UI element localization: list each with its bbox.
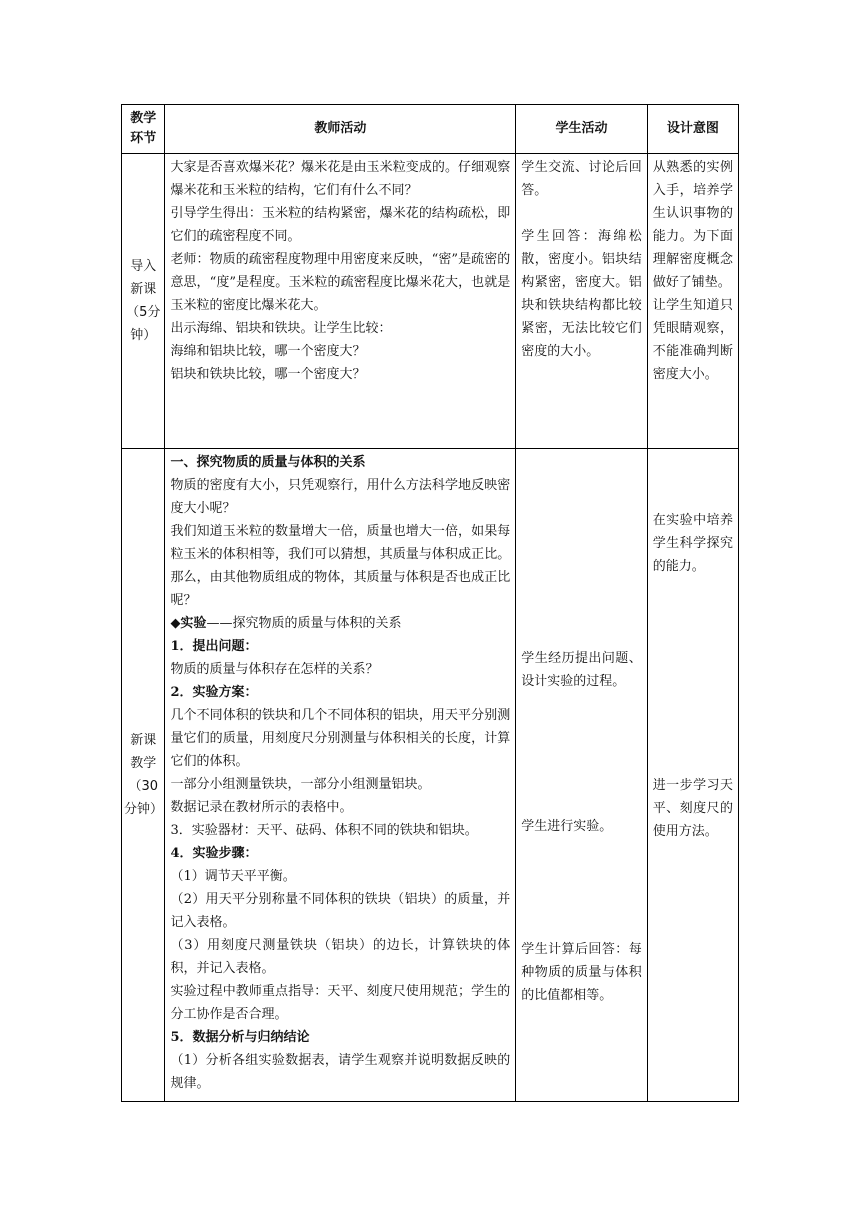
- header-design-intent: 设计意图: [647, 105, 738, 154]
- student-text: 学生交流、讨论后回答。: [521, 160, 642, 198]
- teacher-text: 物质的密度有大小，只凭观察行，用什么方法科学地反映密度大小呢？: [170, 478, 511, 516]
- stage-cell: 导入新课（5分钟）: [122, 154, 165, 449]
- design-intent-cell: [647, 449, 738, 1102]
- teacher-activity-cell: [165, 449, 516, 1102]
- teacher-text: 铝块和铁块比较，哪一个密度大？: [170, 367, 366, 382]
- intent-text: 在实验中培养学生科学探究的能力。: [652, 513, 733, 574]
- teacher-text: （1）调节天平平衡。: [170, 869, 296, 884]
- teacher-text: 老师：物质的疏密程度物理中用密度来反映，“密”是疏密的意思，“度”是程度。玉米粒的疏密程度比爆米花大，也就是玉米粒的密度比爆米花大。: [170, 252, 511, 313]
- teacher-text: （1）分析各组实验数据表，请学生观察并说明数据反映的规律。: [170, 1053, 511, 1091]
- teacher-text: 物质的质量与体积存在怎样的关系？: [170, 662, 379, 677]
- student-text: 学生进行实验。: [521, 819, 613, 834]
- teacher-text: 数据记录在教材所示的表格中。: [170, 800, 353, 815]
- student-activity-cell: [516, 154, 647, 449]
- teacher-text: （3）用刻度尺测量铁块（铝块）的边长，计算铁块的体积，并记入表格。: [170, 938, 511, 976]
- teacher-text: 海绵和铝块比较，哪一个密度大？: [170, 344, 366, 359]
- teacher-text: 引导学生得出：玉米粒的结构紧密，爆米花的结构疏松，即它们的疏密程度不同。: [170, 206, 511, 244]
- teacher-text: 大家是否喜欢爆米花？爆米花是由玉米粒变成的。仔细观察爆米花和玉米粒的结构，它们有什么不同？: [170, 160, 511, 198]
- table-row: [122, 449, 739, 1102]
- student-text: 学生回答：海绵松散，密度小。铝块结构紧密，密度大。铝块和铁块结构都比较紧密，无法比较它们密度的大小。: [521, 229, 642, 359]
- student-activity-cell: [516, 449, 647, 1102]
- teacher-text: 几个不同体积的铁块和几个不同体积的铝块，用天平分别测量它们的质量，用刻度尺分别测量与体积相关的长度，计算它们的体积。: [170, 708, 511, 769]
- header-row: [122, 105, 739, 154]
- intent-text: 进一步学习天平、刻度尺的使用方法。: [652, 778, 733, 839]
- design-intent-cell: [647, 154, 738, 449]
- intent-text: 让学生知道只凭眼睛观察，不能准确判断密度大小。: [652, 298, 733, 382]
- step-heading: 5．数据分析与归纳结论: [170, 1030, 310, 1045]
- student-text: 学生计算后回答：每种物质的质量与体积的比值都相等。: [521, 942, 642, 1003]
- teacher-activity-cell: [165, 154, 516, 449]
- header-teacher-activity: 教师活动: [165, 105, 516, 154]
- step-heading: 1．提出问题：: [170, 639, 258, 654]
- teacher-text: 我们知道玉米粒的数量增大一倍，质量也增大一倍，如果每粒玉米的体积相等，我们可以猜想，其质量与体积成正比。那么，由其他物质组成的物体，其质量与体积是否也成正比呢？: [170, 524, 511, 608]
- intent-text: 从熟悉的实例入手，培养学生认识事物的能力。为下面理解密度概念做好了铺垫。: [652, 160, 733, 290]
- teacher-text: 一部分小组测量铁块，一部分小组测量铝块。: [170, 777, 431, 792]
- step-heading: 4．实验步骤：: [170, 846, 258, 861]
- experiment-heading: ◆实验——探究物质的质量与体积的关系: [170, 616, 402, 631]
- lesson-plan-table: [121, 104, 739, 1102]
- header-stage: 教学环节: [122, 105, 165, 154]
- section-heading: 一、探究物质的质量与体积的关系: [170, 455, 366, 470]
- header-student-activity: 学生活动: [516, 105, 647, 154]
- table-row: [122, 154, 739, 449]
- step-heading: 2．实验方案：: [170, 685, 258, 700]
- stage-cell: 新课教学（30分钟）: [122, 449, 165, 1102]
- teacher-text: 出示海绵、铝块和铁块。让学生比较：: [170, 321, 392, 336]
- teacher-text: 实验过程中教师重点指导：天平、刻度尺使用规范；学生的分工协作是否合理。: [170, 984, 511, 1022]
- teacher-text: 3．实验器材：天平、砝码、体积不同的铁块和铝块。: [170, 823, 478, 838]
- teacher-text: （2）用天平分别称量不同体积的铁块（铝块）的质量，并记入表格。: [170, 892, 511, 930]
- student-text: 学生经历提出问题、设计实验的过程。: [521, 651, 642, 689]
